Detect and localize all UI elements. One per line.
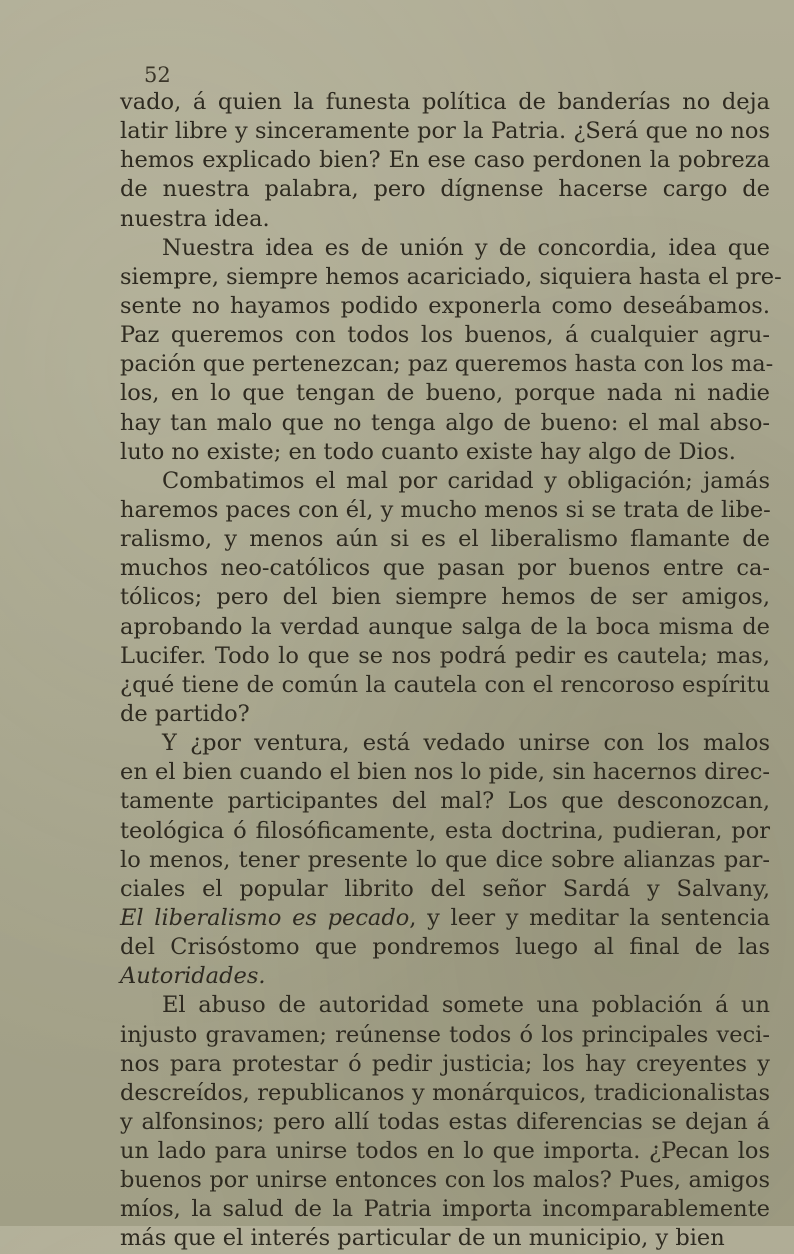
- text-line: sente no hayamos podido exponerla como deseábamos.: [120, 292, 770, 319]
- text-line: Paz queremos con todos los buenos, á cualquier agru-: [120, 322, 770, 349]
- italic-title: El liberalismo es pecado: [120, 904, 410, 931]
- text-line: lo menos, tener presente lo que dice sobre alianzas par-: [120, 846, 770, 873]
- text-line: y alfonsinos; pero allí todas estas diferencias se dejan á: [120, 1108, 770, 1135]
- text-line: hay tan malo que no tenga algo de bueno: el mal abso-: [120, 409, 770, 436]
- text-line: haremos paces con él, y mucho menos si se trata de libe-: [120, 496, 771, 523]
- text-line: ciales el popular librito del señor Sardá y Salvany,: [120, 875, 770, 902]
- body-text: [120, 88, 782, 1254]
- paragraph: [120, 88, 770, 234]
- text-line: de partido?: [120, 700, 250, 727]
- text-line: de nuestra palabra, pero dígnense hacerse cargo de: [120, 176, 770, 203]
- paragraph: [120, 234, 782, 467]
- text-line: un lado para unirse todos en lo que importa. ¿Pecan los: [120, 1138, 770, 1165]
- paragraph: [120, 729, 770, 991]
- text-line: pación que pertenezcan; paz queremos hasta con los ma-: [120, 351, 774, 378]
- text-line: tamente participantes del mal? Los que desconozcan,: [120, 788, 770, 815]
- text-line: Nuestra idea es de unión y de concordia, idea que: [162, 234, 770, 261]
- text-line: del Crisóstomo que pondremos luego al final de las: [120, 934, 770, 961]
- text-line: ¿qué tiene de común la cautela con el rencoroso espíritu: [120, 671, 770, 698]
- text-line: El liberalismo es pecado, y leer y meditar la sentencia: [120, 904, 770, 931]
- page-number: 52: [144, 63, 171, 87]
- text-line: Lucifer. Todo lo que se nos podrá pedir es cautela; mas,: [120, 642, 770, 669]
- text-line: los, en lo que tengan de bueno, porque nada ni nadie: [120, 380, 770, 407]
- text-line: descreídos, republicanos y monárquicos, tradicionalistas: [120, 1079, 770, 1106]
- text-line: luto no existe; en todo cuanto existe hay algo de Dios.: [120, 438, 736, 465]
- text-line: nos para protestar ó pedir justicia; los hay creyentes y: [120, 1050, 770, 1077]
- text-line: teológica ó filosóficamente, esta doctrina, pudieran, por: [120, 817, 770, 844]
- text-line: ralismo, y menos aún si es el liberalismo flamante de: [120, 526, 770, 553]
- text-line: hemos explicado bien? En ese caso perdonen la pobreza: [120, 147, 770, 174]
- text-line: siempre, siempre hemos acariciado, siquiera hasta el pre-: [120, 263, 782, 290]
- text-line: latir libre y sinceramente por la Patria. ¿Será que no nos: [120, 118, 770, 145]
- text-line: más que el interés particular de un municipio, y bien: [120, 1225, 725, 1252]
- text-line: El abuso de autoridad somete una población á un: [162, 992, 770, 1019]
- paragraph: [120, 991, 770, 1253]
- text-line: en el bien cuando el bien nos lo pide, sin hacernos direc-: [120, 759, 770, 786]
- text-line: aprobando la verdad aunque salga de la boca misma de: [120, 613, 770, 640]
- italic-title: Autoridades.: [120, 963, 266, 990]
- text-line: [120, 962, 770, 991]
- text-line: Combatimos el mal por caridad y obligación; jamás: [162, 467, 770, 494]
- text-line: muchos neo-católicos que pasan por buenos entre ca-: [120, 555, 770, 582]
- text-line: nuestra idea.: [120, 205, 270, 232]
- text-line: buenos por unirse entonces con los malos? Pues, amigos: [120, 1167, 770, 1194]
- text-line: tólicos; pero del bien siempre hemos de ser amigos,: [120, 584, 770, 611]
- text-line: Y ¿por ventura, está vedado unirse con los malos: [162, 730, 770, 757]
- text-line: vado, á quien la funesta política de banderías no deja: [120, 89, 770, 115]
- paragraph: [120, 467, 770, 729]
- text-line: míos, la salud de la Patria importa incomparablemente: [120, 1196, 770, 1223]
- text-line: injusto gravamen; reúnense todos ó los principales veci-: [120, 1021, 770, 1048]
